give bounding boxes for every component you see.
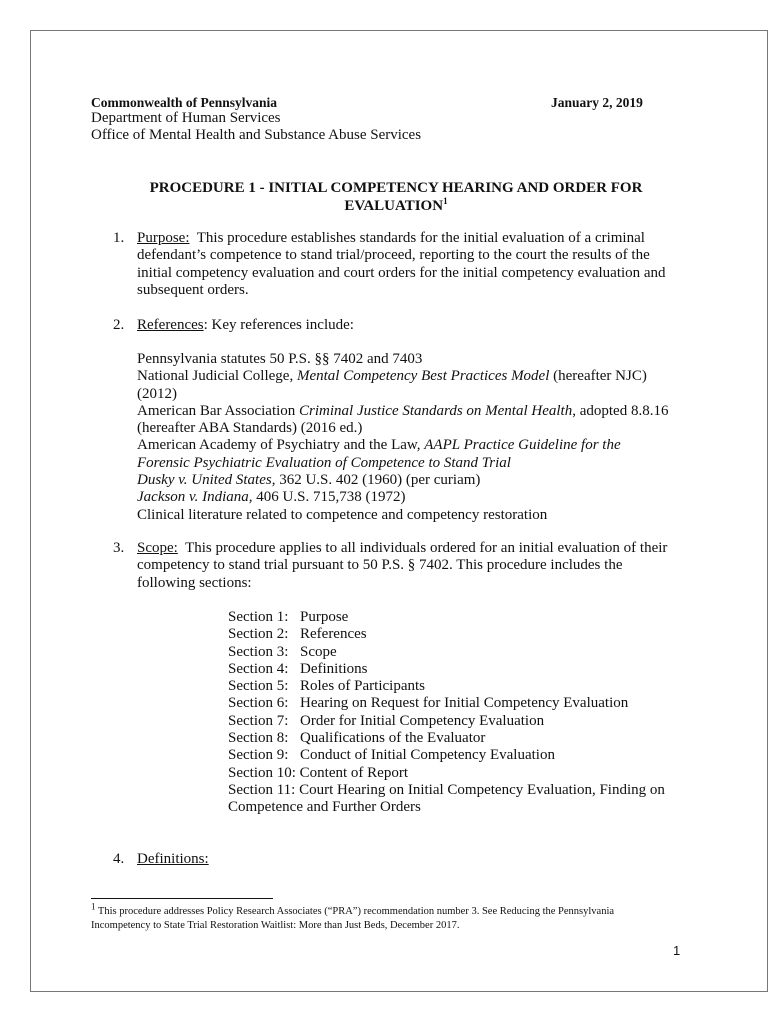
ref-text: , 362 U.S. 402 (1960) (per curiam) (271, 472, 481, 489)
section-label: Section 4: (228, 660, 289, 677)
title-line-2 (91, 197, 701, 215)
header-date: January 2, 2019 (551, 95, 643, 110)
section-11-continuation: Competence and Further Orders (228, 799, 421, 816)
purpose-line-3: initial competency evaluation and court orders for the initial competency evaluation and (137, 264, 666, 281)
title-line-1: PROCEDURE 1 - INITIAL COMPETENCY HEARING AND ORDER FOR (149, 180, 643, 196)
section-title: Hearing on Request for Initial Competency Evaluation (300, 695, 629, 712)
section-title: Scope (300, 643, 337, 660)
references-heading: References (137, 317, 204, 333)
purpose-paragraph (137, 230, 707, 299)
list-item (228, 661, 665, 678)
ref-text: (hereafter NJC) (549, 368, 647, 385)
list-item (228, 644, 665, 661)
section-title: Conduct of Initial Competency Evaluation (300, 747, 555, 764)
purpose-line-1: This procedure establishes standards for the initial evaluation of a criminal (196, 230, 645, 246)
section-title: Definitions (300, 660, 368, 677)
document-page (30, 30, 768, 992)
footnote-divider (91, 898, 273, 899)
section-label: Section 6: (228, 695, 289, 712)
reference-item (137, 489, 717, 506)
ref-italic: Dusky v. United States (137, 472, 272, 489)
list-item (228, 695, 665, 712)
reference-item (137, 472, 717, 489)
header-dept: Department of Human Services (91, 110, 281, 126)
section-label: Section 2: (228, 626, 289, 643)
title-line-2-text: EVALUATION (344, 198, 444, 214)
scope-paragraph (137, 540, 717, 592)
footnote-line-2: Incompetency to State Trial Restoration Waitlist: More than Just Beds, December 2017. (91, 919, 460, 931)
header-office: Office of Mental Health and Substance Abuse Services (91, 127, 422, 143)
references-intro (137, 317, 354, 334)
scope-line-2: competency to stand trial pursuant to 50 P.S. § 7402. This procedure includes the (137, 557, 623, 574)
section-label: Section 11: (228, 781, 296, 798)
footnote-line-1: This procedure addresses Policy Research Associates (“PRA”) recommendation number 3. See Reducing the Pennsylvania (95, 906, 615, 917)
title-footnote-mark: 1 (443, 196, 448, 206)
sections-list (228, 609, 665, 817)
section-title: References (300, 626, 367, 643)
section-label: Section 5: (228, 678, 289, 695)
page-title (91, 179, 701, 215)
section-title: Order for Initial Competency Evaluation (300, 712, 545, 729)
list-item (228, 765, 665, 782)
ref-text: American Bar Association (137, 402, 300, 419)
section-label: Section 3: (228, 643, 289, 660)
ref-text: National Judicial College, (137, 368, 297, 385)
list-item (228, 713, 665, 730)
reference-item: (hereafter ABA Standards) (2016 ed.) (137, 420, 363, 437)
ref-text: 406 U.S. 715,738 (1972) (252, 489, 406, 506)
page-number: 1 (673, 943, 681, 958)
ref-italic: AAPL Practice Guideline for the (424, 437, 621, 454)
section-label: Section 1: (228, 609, 289, 625)
reference-item (137, 437, 717, 454)
reference-item: Forensic Psychiatric Evaluation of Competence to Stand Trial (137, 454, 511, 471)
scope-heading: Scope: (137, 540, 178, 556)
section-label: Section 7: (228, 712, 289, 729)
list-item (228, 730, 665, 747)
reference-item (137, 368, 717, 385)
section-title: Roles of Participants (300, 678, 425, 695)
section-title: Content of Report (299, 764, 408, 781)
scope-line-3: following sections: (137, 574, 252, 591)
purpose-heading: Purpose: (137, 230, 190, 246)
item-number-definitions: 4. (113, 851, 125, 867)
scope-line-1: This procedure applies to all individuals ordered for an initial evaluation of their (185, 540, 668, 556)
section-label: Section 9: (228, 747, 289, 764)
list-item (228, 626, 665, 643)
ref-italic: Mental Competency Best Practices Model (296, 368, 550, 385)
item-number-purpose: 1. (113, 230, 125, 246)
list-item (228, 782, 665, 799)
footnote-mark: 1 (91, 901, 96, 912)
section-title: Qualifications of the Evaluator (300, 730, 486, 747)
section-title: Court Hearing on Initial Competency Evaluation, Finding on (299, 781, 665, 798)
item-number-references: 2. (113, 317, 125, 333)
reference-item: Pennsylvania statutes 50 P.S. §§ 7402 and 7403 (137, 351, 423, 367)
ref-italic: Criminal Justice Standards on Mental Health (299, 402, 573, 419)
reference-item: (2012) (137, 385, 177, 402)
reference-item: Clinical literature related to competence and competency restoration (137, 506, 548, 523)
purpose-line-2: defendant’s competence to stand trial/proceed, reporting to the court the results of the (137, 247, 650, 264)
item-number-scope: 3. (113, 540, 125, 556)
list-item (228, 678, 665, 695)
header-org: Commonwealth of Pennsylvania (91, 95, 278, 110)
ref-text: , adopted 8.8.16 (572, 402, 669, 419)
definitions-heading: Definitions: (137, 851, 209, 867)
ref-text: American Academy of Psychiatry and the Law, (137, 437, 425, 454)
reference-item (137, 403, 717, 420)
purpose-line-4: subsequent orders. (137, 281, 249, 298)
section-label: Section 10: (228, 764, 296, 781)
list-item (228, 609, 665, 626)
section-label: Section 8: (228, 730, 289, 747)
references-list (137, 351, 717, 524)
references-intro-text: : Key references include: (203, 317, 354, 333)
section-title: Purpose (300, 609, 349, 625)
ref-italic: Jackson v. Indiana, (137, 489, 253, 506)
list-item (228, 747, 665, 764)
footnote (91, 901, 731, 932)
